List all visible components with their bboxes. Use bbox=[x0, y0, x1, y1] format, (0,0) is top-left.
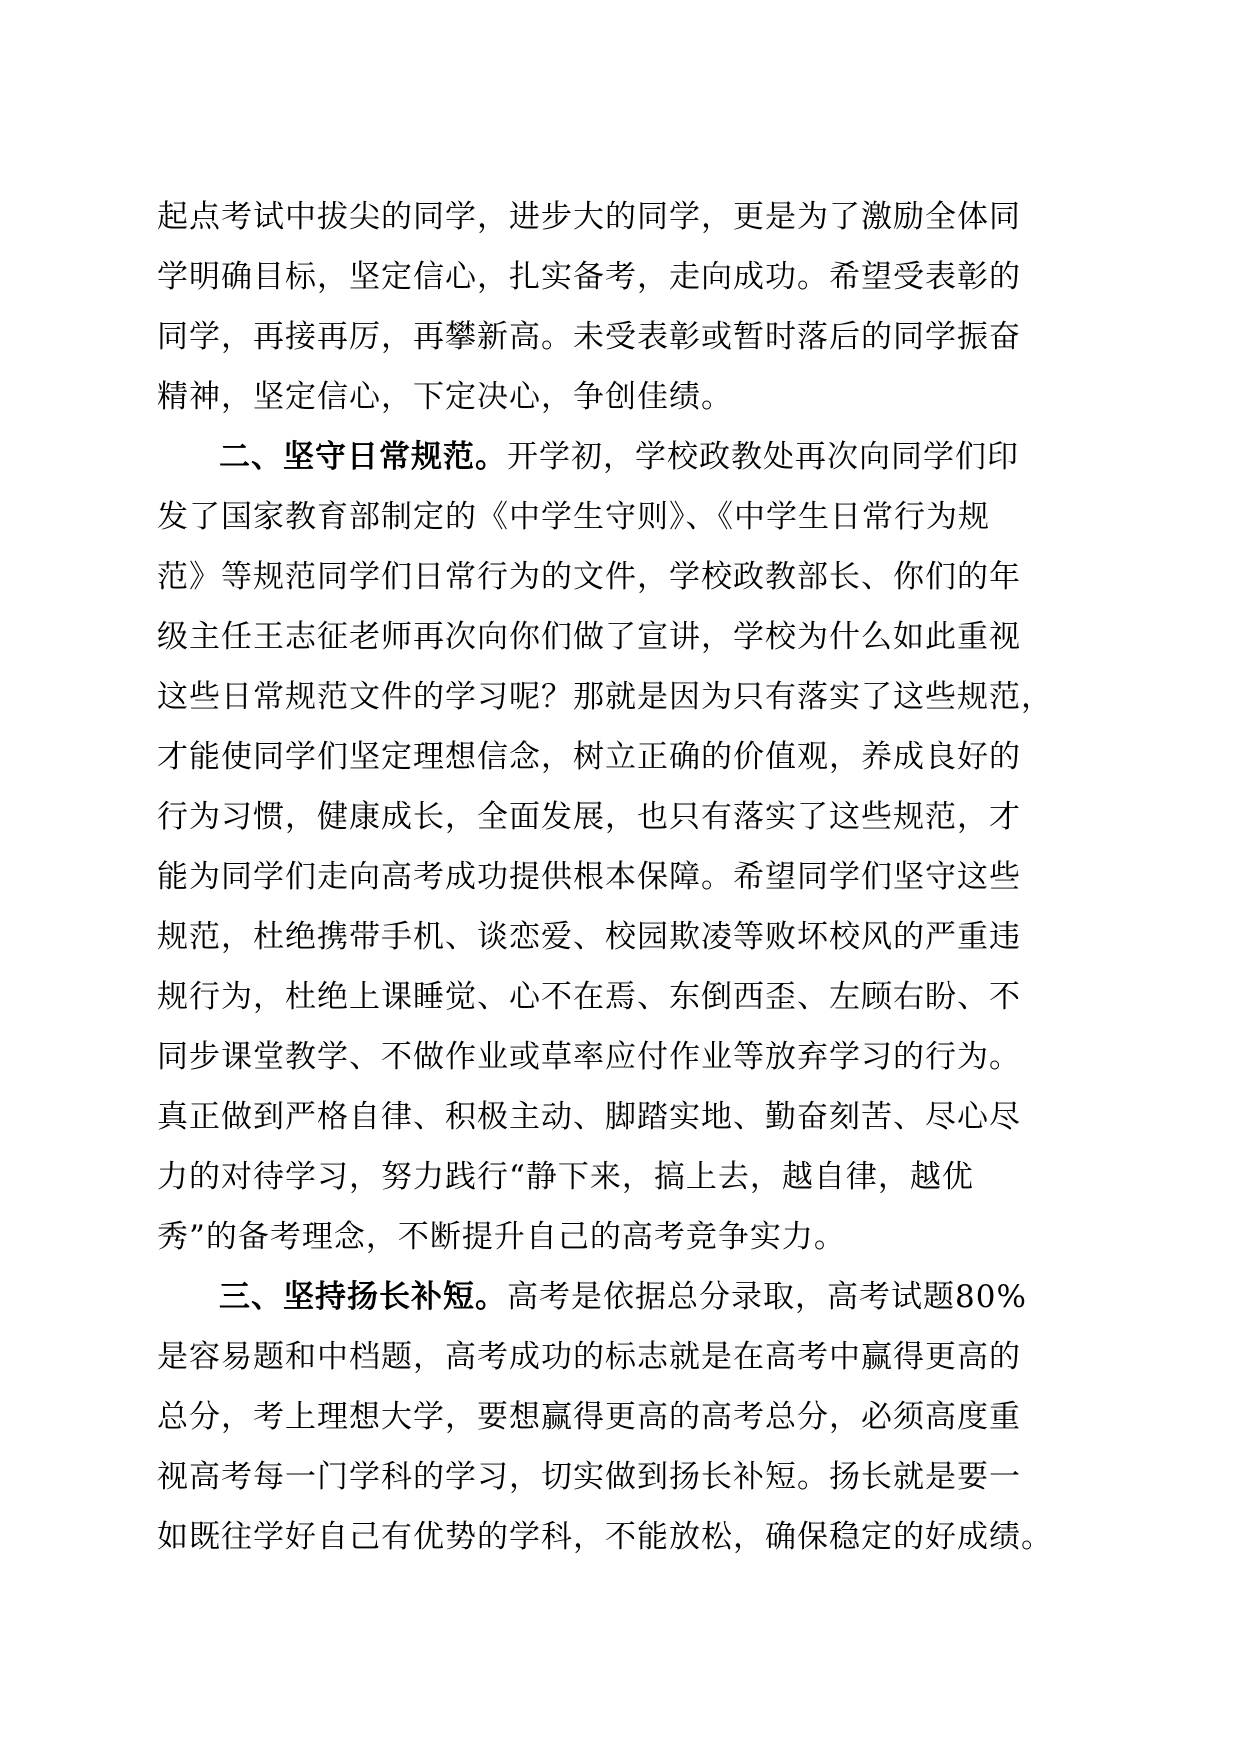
paragraph-line: 真正做到严格自律、积极主动、脚踏实地、勤奋刻苦、尽心尽 bbox=[157, 1099, 1021, 1135]
paragraph-line: 同步课堂教学、不做作业或草率应付作业等放弃学习的行为。 bbox=[157, 1039, 1021, 1075]
paragraph-line: 视高考每一门学科的学习，切实做到扬长补短。扬长就是要一 bbox=[157, 1459, 1021, 1495]
section-2-first-line bbox=[157, 427, 1157, 487]
section-2-first-line-text: 开学初，学校政教处再次向同学们印 bbox=[507, 439, 1019, 475]
section-2-heading: 二、坚守日常规范。 bbox=[219, 439, 507, 475]
paragraph-line: 起点考试中拔尖的同学，进步大的同学，更是为了激励全体同 bbox=[157, 199, 1021, 235]
section-3-heading: 三、坚持扬长补短。 bbox=[219, 1279, 507, 1315]
paragraph-line: 规范，杜绝携带手机、谈恋爱、校园欺凌等败坏校风的严重违 bbox=[157, 919, 1021, 955]
paragraph-line: 秀”的备考理念，不断提升自己的高考竞争实力。 bbox=[157, 1219, 846, 1255]
paragraph-line: 范》等规范同学们日常行为的文件，学校政教部长、你们的年 bbox=[157, 559, 1021, 595]
paragraph-line: 才能使同学们坚定理想信念，树立正确的价值观，养成良好的 bbox=[157, 739, 1021, 775]
paragraph-line: 总分，考上理想大学，要想赢得更高的高考总分，必须高度重 bbox=[157, 1399, 1021, 1435]
paragraph-line: 力的对待学习，努力践行“静下来，搞上去，越自律，越优 bbox=[157, 1159, 974, 1195]
paragraph-line: 同学，再接再厉，再攀新高。未受表彰或暂时落后的同学振奋 bbox=[157, 319, 1021, 355]
paragraph-line: 能为同学们走向高考成功提供根本保障。希望同学们坚守这些 bbox=[157, 859, 1021, 895]
paragraph-line: 学明确目标，坚定信心，扎实备考，走向成功。希望受表彰的 bbox=[157, 259, 1021, 295]
section-3-first-line bbox=[157, 1267, 1157, 1327]
paragraph-line: 这些日常规范文件的学习呢？那就是因为只有落实了这些规范， bbox=[157, 679, 1053, 715]
paragraph-line: 行为习惯，健康成长，全面发展，也只有落实了这些规范，才 bbox=[157, 799, 1021, 835]
paragraph-line: 如既往学好自己有优势的学科，不能放松，确保稳定的好成绩。 bbox=[157, 1519, 1053, 1555]
paragraph-line: 规行为，杜绝上课睡觉、心不在焉、东倒西歪、左顾右盼、不 bbox=[157, 979, 1021, 1015]
document-body bbox=[157, 187, 1157, 1567]
section-3-first-line-text: 高考是依据总分录取，高考试题80% bbox=[507, 1279, 1027, 1315]
paragraph-line: 是容易题和中档题，高考成功的标志就是在高考中赢得更高的 bbox=[157, 1339, 1021, 1375]
paragraph-line: 精神，坚定信心，下定决心，争创佳绩。 bbox=[157, 379, 733, 415]
paragraph-line: 级主任王志征老师再次向你们做了宣讲，学校为什么如此重视 bbox=[157, 619, 1021, 655]
paragraph-line: 发了国家教育部制定的《中学生守则》、《中学生日常行为规 bbox=[157, 499, 990, 535]
